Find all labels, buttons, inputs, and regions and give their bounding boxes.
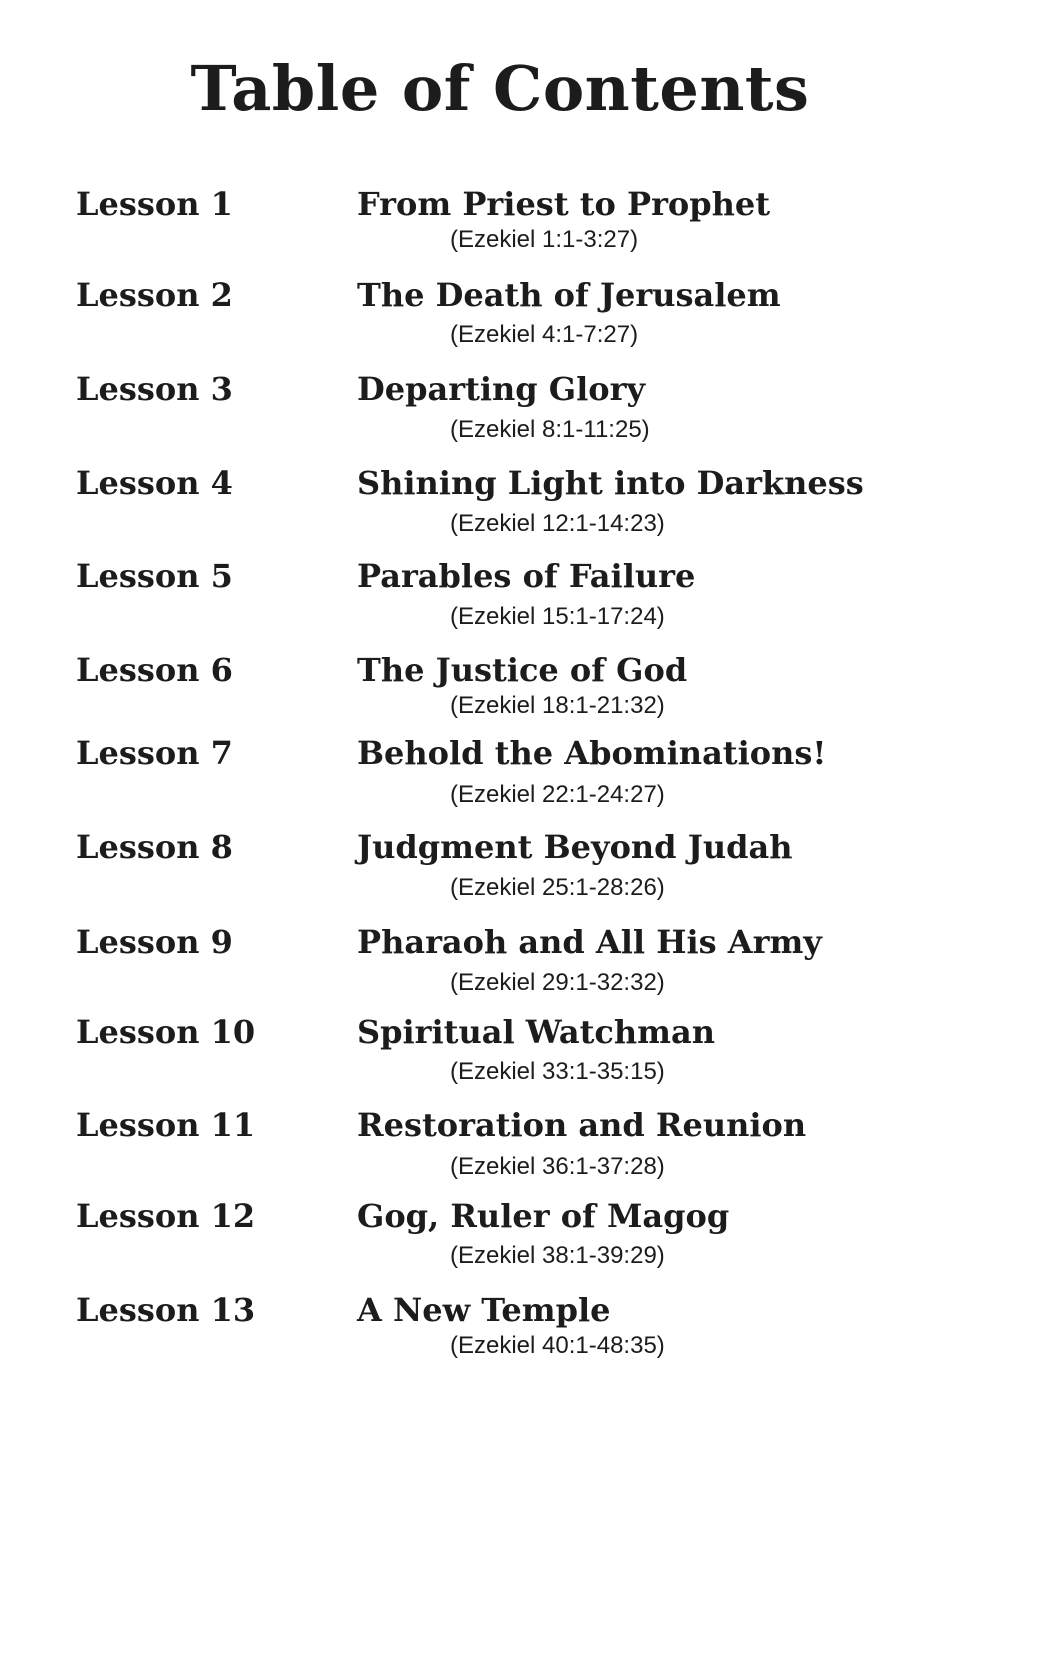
lesson-number: Lesson 3: [76, 370, 233, 408]
page-title: Table of Contents: [190, 52, 810, 125]
lesson-number: Lesson 1: [76, 185, 233, 223]
lesson-reference: (Ezekiel 8:1-11:25): [450, 416, 650, 443]
toc-entry: [0, 556, 1051, 636]
lesson-reference: (Ezekiel 40:1-48:35): [450, 1332, 665, 1359]
toc-entry: [0, 733, 1051, 813]
lesson-reference: (Ezekiel 33:1-35:15): [450, 1058, 665, 1085]
toc-entry: [0, 184, 1051, 264]
lesson-title: Shining Light into Darkness: [357, 464, 864, 502]
toc-entry: [0, 463, 1051, 543]
lesson-reference: (Ezekiel 1:1-3:27): [450, 226, 639, 253]
toc-entry: [0, 1290, 1051, 1370]
lesson-reference: (Ezekiel 22:1-24:27): [450, 781, 665, 808]
lesson-title: Spiritual Watchman: [357, 1013, 716, 1051]
lesson-reference: (Ezekiel 18:1-21:32): [450, 692, 665, 719]
lesson-number: Lesson 4: [76, 464, 233, 502]
lesson-number: Lesson 8: [76, 828, 233, 866]
lesson-reference: (Ezekiel 29:1-32:32): [450, 969, 665, 996]
lesson-title: The Death of Jerusalem: [357, 276, 781, 314]
lesson-number: Lesson 5: [76, 557, 233, 595]
lesson-number: Lesson 13: [76, 1291, 256, 1329]
lesson-reference: (Ezekiel 4:1-7:27): [450, 321, 639, 348]
lesson-title: Departing Glory: [357, 370, 646, 408]
lesson-title: Pharaoh and All His Army: [357, 923, 822, 961]
lesson-reference: (Ezekiel 38:1-39:29): [450, 1242, 665, 1269]
toc-entry: [0, 650, 1051, 730]
toc-entry: [0, 1196, 1051, 1276]
lesson-number: Lesson 9: [76, 923, 233, 961]
toc-entry: [0, 827, 1051, 907]
lesson-title: Parables of Failure: [357, 557, 696, 595]
lesson-reference: (Ezekiel 36:1-37:28): [450, 1153, 665, 1180]
lesson-number: Lesson 2: [76, 276, 233, 314]
lesson-number: Lesson 12: [76, 1197, 256, 1235]
lesson-title: A New Temple: [357, 1291, 611, 1329]
toc-entry: [0, 275, 1051, 355]
lesson-reference: (Ezekiel 12:1-14:23): [450, 510, 665, 537]
toc-entry: [0, 1012, 1051, 1092]
lesson-number: Lesson 6: [76, 651, 233, 689]
lesson-number: Lesson 11: [76, 1106, 256, 1144]
toc-entry: [0, 922, 1051, 1002]
lesson-number: Lesson 10: [76, 1013, 256, 1051]
toc-entry: [0, 369, 1051, 449]
lesson-title: From Priest to Prophet: [357, 185, 771, 223]
lesson-reference: (Ezekiel 25:1-28:26): [450, 874, 665, 901]
lesson-reference: (Ezekiel 15:1-17:24): [450, 603, 665, 630]
lesson-title: The Justice of God: [357, 651, 688, 689]
lesson-number: Lesson 7: [76, 734, 233, 772]
lesson-title: Restoration and Reunion: [357, 1106, 807, 1144]
lesson-title: Behold the Abominations!: [357, 734, 827, 772]
lesson-title: Judgment Beyond Judah: [357, 828, 793, 866]
lesson-title: Gog, Ruler of Magog: [357, 1197, 730, 1235]
toc-entry: [0, 1105, 1051, 1185]
